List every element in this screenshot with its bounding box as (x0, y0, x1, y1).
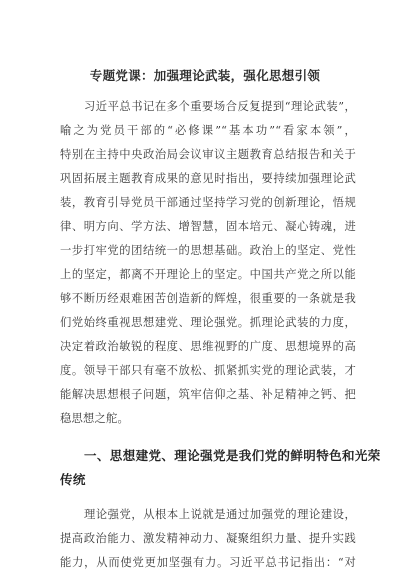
paragraph-line: 律、明方向、学方法、增智慧，固本培元、凝心铸魂，进 (60, 220, 356, 233)
paragraph-line: 能力，从而使党更加坚强有力。习近平总书记指出：“对 (60, 556, 356, 569)
paragraph-line: 度。领导干部只有毫不放松、抓紧抓实党的理论武装，才 (60, 364, 356, 377)
paragraph-line: 习近平总书记在多个重要场合反复提到“理论武装”， (84, 100, 356, 113)
paragraph-line: 够不断历经艰难困苦创造新的辉煌，很重要的一条就是我 (60, 292, 356, 305)
paragraph-line: 能解决思想根子问题，筑牢信仰之基、补足精神之钙、把 (60, 388, 356, 401)
paragraph-line: 稳思想之舵。 (60, 412, 129, 425)
paragraph-line: 巩固拓展主题教育成果的意见时指出，要持续加强理论武 (60, 172, 356, 185)
document-title: 专题党课：加强理论武装，强化思想引领 (89, 68, 321, 83)
paragraph-line: 特别在主持中央政治局会议审议主题教育总结报告和关于 (60, 148, 356, 161)
paragraph-line: 喻之为党员干部的“必修课”“基本功”“看家本领”， (60, 124, 356, 137)
paragraph-line: 装，教育引导党员干部通过坚持学习党的创新理论，悟规 (60, 196, 356, 209)
section-heading-line: 传统 (60, 472, 86, 487)
section-heading-line: 一、思想建党、理论强党是我们党的鲜明特色和光荣 (84, 448, 381, 463)
paragraph-line: 一步打牢党的团结统一的思想基础。政治上的坚定、党性 (60, 244, 356, 257)
paragraph-line: 理论强党，从根本上说就是通过加强党的理论建设， (84, 508, 356, 521)
paragraph-line: 提高政治能力、激发精神动力、凝聚组织力量、提升实践 (60, 532, 356, 545)
paragraph-line: 决定着政治敏锐的程度、思维视野的广度、思想境界的高 (60, 340, 356, 353)
paragraph-line: 上的坚定，都离不开理论上的坚定。中国共产党之所以能 (60, 268, 356, 281)
paragraph-line: 们党始终重视思想建党、理论强党。抓理论武装的力度， (60, 316, 356, 329)
